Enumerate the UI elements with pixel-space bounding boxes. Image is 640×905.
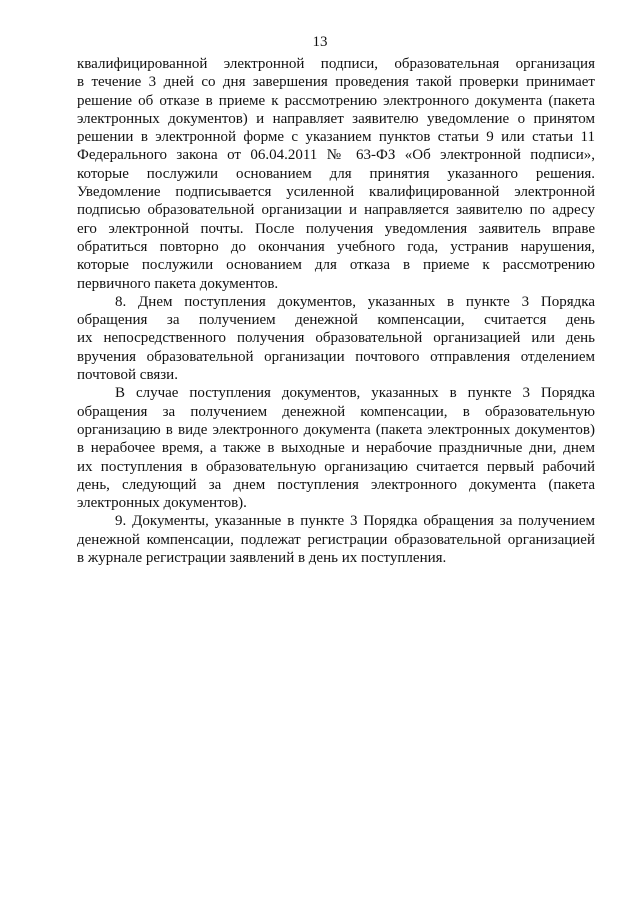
text-line: 8. Днем поступления документов, указанных в пункте 3 Порядка [115, 293, 595, 310]
text-line: день, следующий за днем поступления электронного документа (пакета [77, 476, 595, 493]
text-line: их непосредственного получения образовательной организацией или день [77, 330, 595, 347]
text-line: обратиться повторно до окончания учебного года, устранив нарушения, [77, 238, 595, 255]
paragraph-item-8-continued [77, 384, 595, 512]
paragraph-item-8 [77, 293, 595, 384]
text-line: первичного пакета документов. [77, 275, 279, 292]
text-line: В случае поступления документов, указанных в пункте 3 Порядка [115, 385, 595, 402]
paragraph-continuation [77, 55, 595, 293]
text-line: решение об отказе в приеме к рассмотрению электронного документа (пакета [77, 92, 595, 109]
text-line: Уведомление подписывается усиленной квалифицированной электронной [77, 184, 595, 201]
text-line: подписью образовательной организации и направляется заявителю по адресу [77, 202, 595, 219]
text-line: вручения образовательной организации почтового отправления отделением [77, 348, 595, 365]
text-line: денежной компенсации, подлежат регистрации образовательной организацией [77, 531, 595, 548]
text-line: его электронной почты. После получения уведомления заявитель вправе [77, 220, 595, 237]
text-line: обращения за получением денежной компенсации, в образовательную [77, 403, 595, 420]
text-line: решении в электронной форме с указанием пунктов статьи 9 или статьи 11 [77, 129, 595, 146]
text-line: электронных документов). [77, 495, 247, 512]
text-line: обращения за получением денежной компенсации, считается день [77, 312, 595, 329]
text-line: которые послужили основанием для отказа в приеме к рассмотрению [77, 257, 595, 274]
text-line: организацию в виде электронного документа (пакета электронных документов) [77, 421, 595, 438]
paragraph-item-9 [77, 512, 595, 567]
text-line: электронных документов) и направляет заявителю уведомление о принятом [77, 110, 595, 127]
text-line: почтовой связи. [77, 367, 178, 384]
text-line: квалифицированной электронной подписи, образовательная организация [77, 56, 595, 72]
document-body [77, 55, 595, 567]
page-number: 13 [312, 34, 328, 50]
text-line: в нерабочее время, а также в выходные и нерабочие праздничные дни, днем [77, 440, 595, 457]
text-line: 9. Документы, указанные в пункте 3 Порядка обращения за получением [115, 513, 595, 530]
text-line: которые послужили основанием для принятия указанного решения. [77, 165, 595, 182]
text-line: в журнале регистрации заявлений в день их поступления. [77, 550, 447, 567]
text-line: в течение 3 дней со дня завершения проведения такой проверки принимает [77, 74, 595, 91]
text-line: их поступления в образовательную организацию считается первый рабочий [77, 458, 595, 475]
text-line: Федерального закона от 06.04.2011 № 63-ФЗ «Об электронной подписи», [77, 147, 595, 164]
